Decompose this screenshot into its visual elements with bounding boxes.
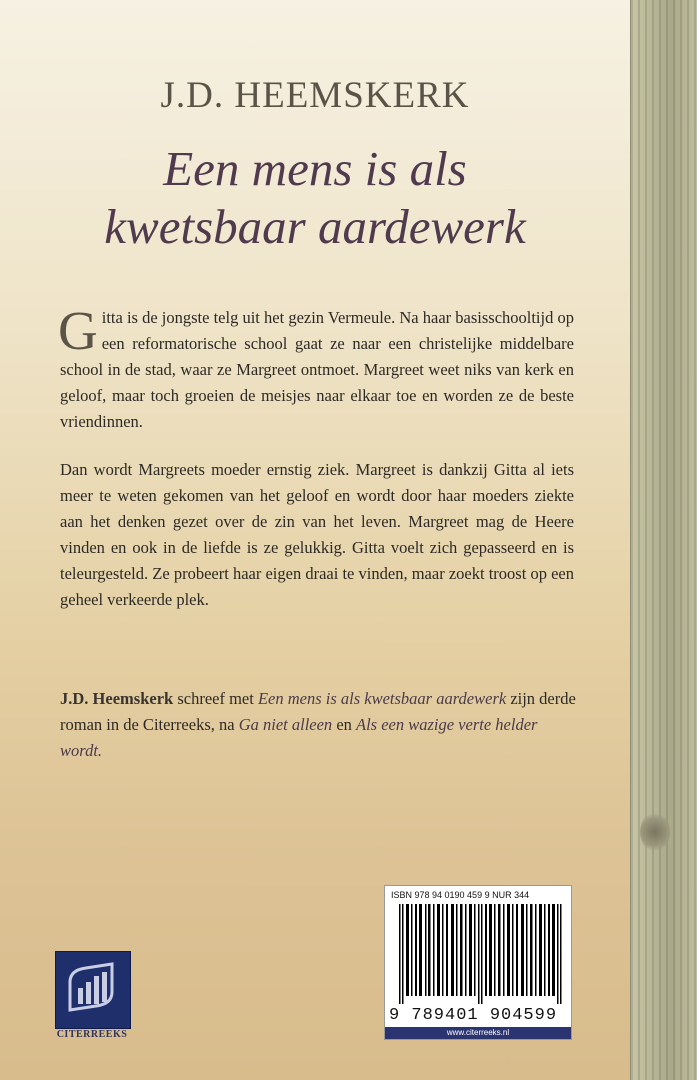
credit-book-2: Ga niet alleen — [238, 715, 333, 734]
publisher-logo — [55, 951, 131, 1029]
credit-text-3: en — [332, 715, 357, 734]
author-credit — [60, 686, 580, 764]
website-url: www.citerreeks.nl — [385, 1027, 571, 1039]
citerreeks-logo-icon — [56, 952, 130, 1028]
isbn-line: ISBN 978 94 0190 459 9 NUR 344 — [391, 890, 530, 900]
blurb — [58, 300, 574, 635]
credit-text-1: schreef met — [173, 689, 258, 708]
blurb-paragraph-1-text: itta is de jongste telg uit het gezin Vermeule. Na haar basisschooltijd op een reformatorische school gaat ze naar een christelijke middelbare school in de stad, waar ze Margreet ontmoet. Margreet weet niks van kerk en geloof, maar toch groeien de meisjes naar elkaar toe en worden ze de beste vriendinnen. — [60, 308, 574, 431]
book-title — [0, 140, 630, 256]
publisher-name: CITERREEKS — [56, 1029, 128, 1040]
blurb-paragraph-2: Dan wordt Margreets moeder ernstig ziek. Margreet is dankzij Gitta al iets meer te weten gekomen van het geloof en wordt door haar moeders ziekte aan het denken gezet over de zin van het leven. Margreet mag de Heere vinden en ook in de liefde is ze gelukkig. Gitta voelt zich gepasseerd en is teleurgesteld. Ze probeert haar eigen draai te vinden, maar zoekt troost op een geheel verkeerde plek. — [60, 460, 574, 609]
blurb-paragraph-1 — [58, 300, 574, 435]
drop-cap: G — [58, 300, 98, 361]
credit-author: J.D. Heemskerk — [60, 689, 174, 708]
barcode-number: 9 789401 904599 — [389, 1006, 558, 1025]
credit-book-3: Als een wazige verte helder wordt. — [60, 715, 538, 760]
wooden-background — [630, 0, 697, 1080]
author-name: J.D. HEEMSKERK — [160, 75, 470, 116]
credit-book-1: Een mens is als kwetsbaar aardewerk — [257, 689, 507, 708]
barcode-label — [384, 885, 572, 1040]
title-line-2: kwetsbaar aardewerk — [104, 199, 526, 254]
barcode-icon — [397, 904, 563, 1004]
title-line-1: Een mens is als — [163, 141, 467, 196]
credit-text-2: zijn derde roman in de Citerreeks, na — [60, 689, 576, 734]
wood-knot — [640, 812, 670, 852]
